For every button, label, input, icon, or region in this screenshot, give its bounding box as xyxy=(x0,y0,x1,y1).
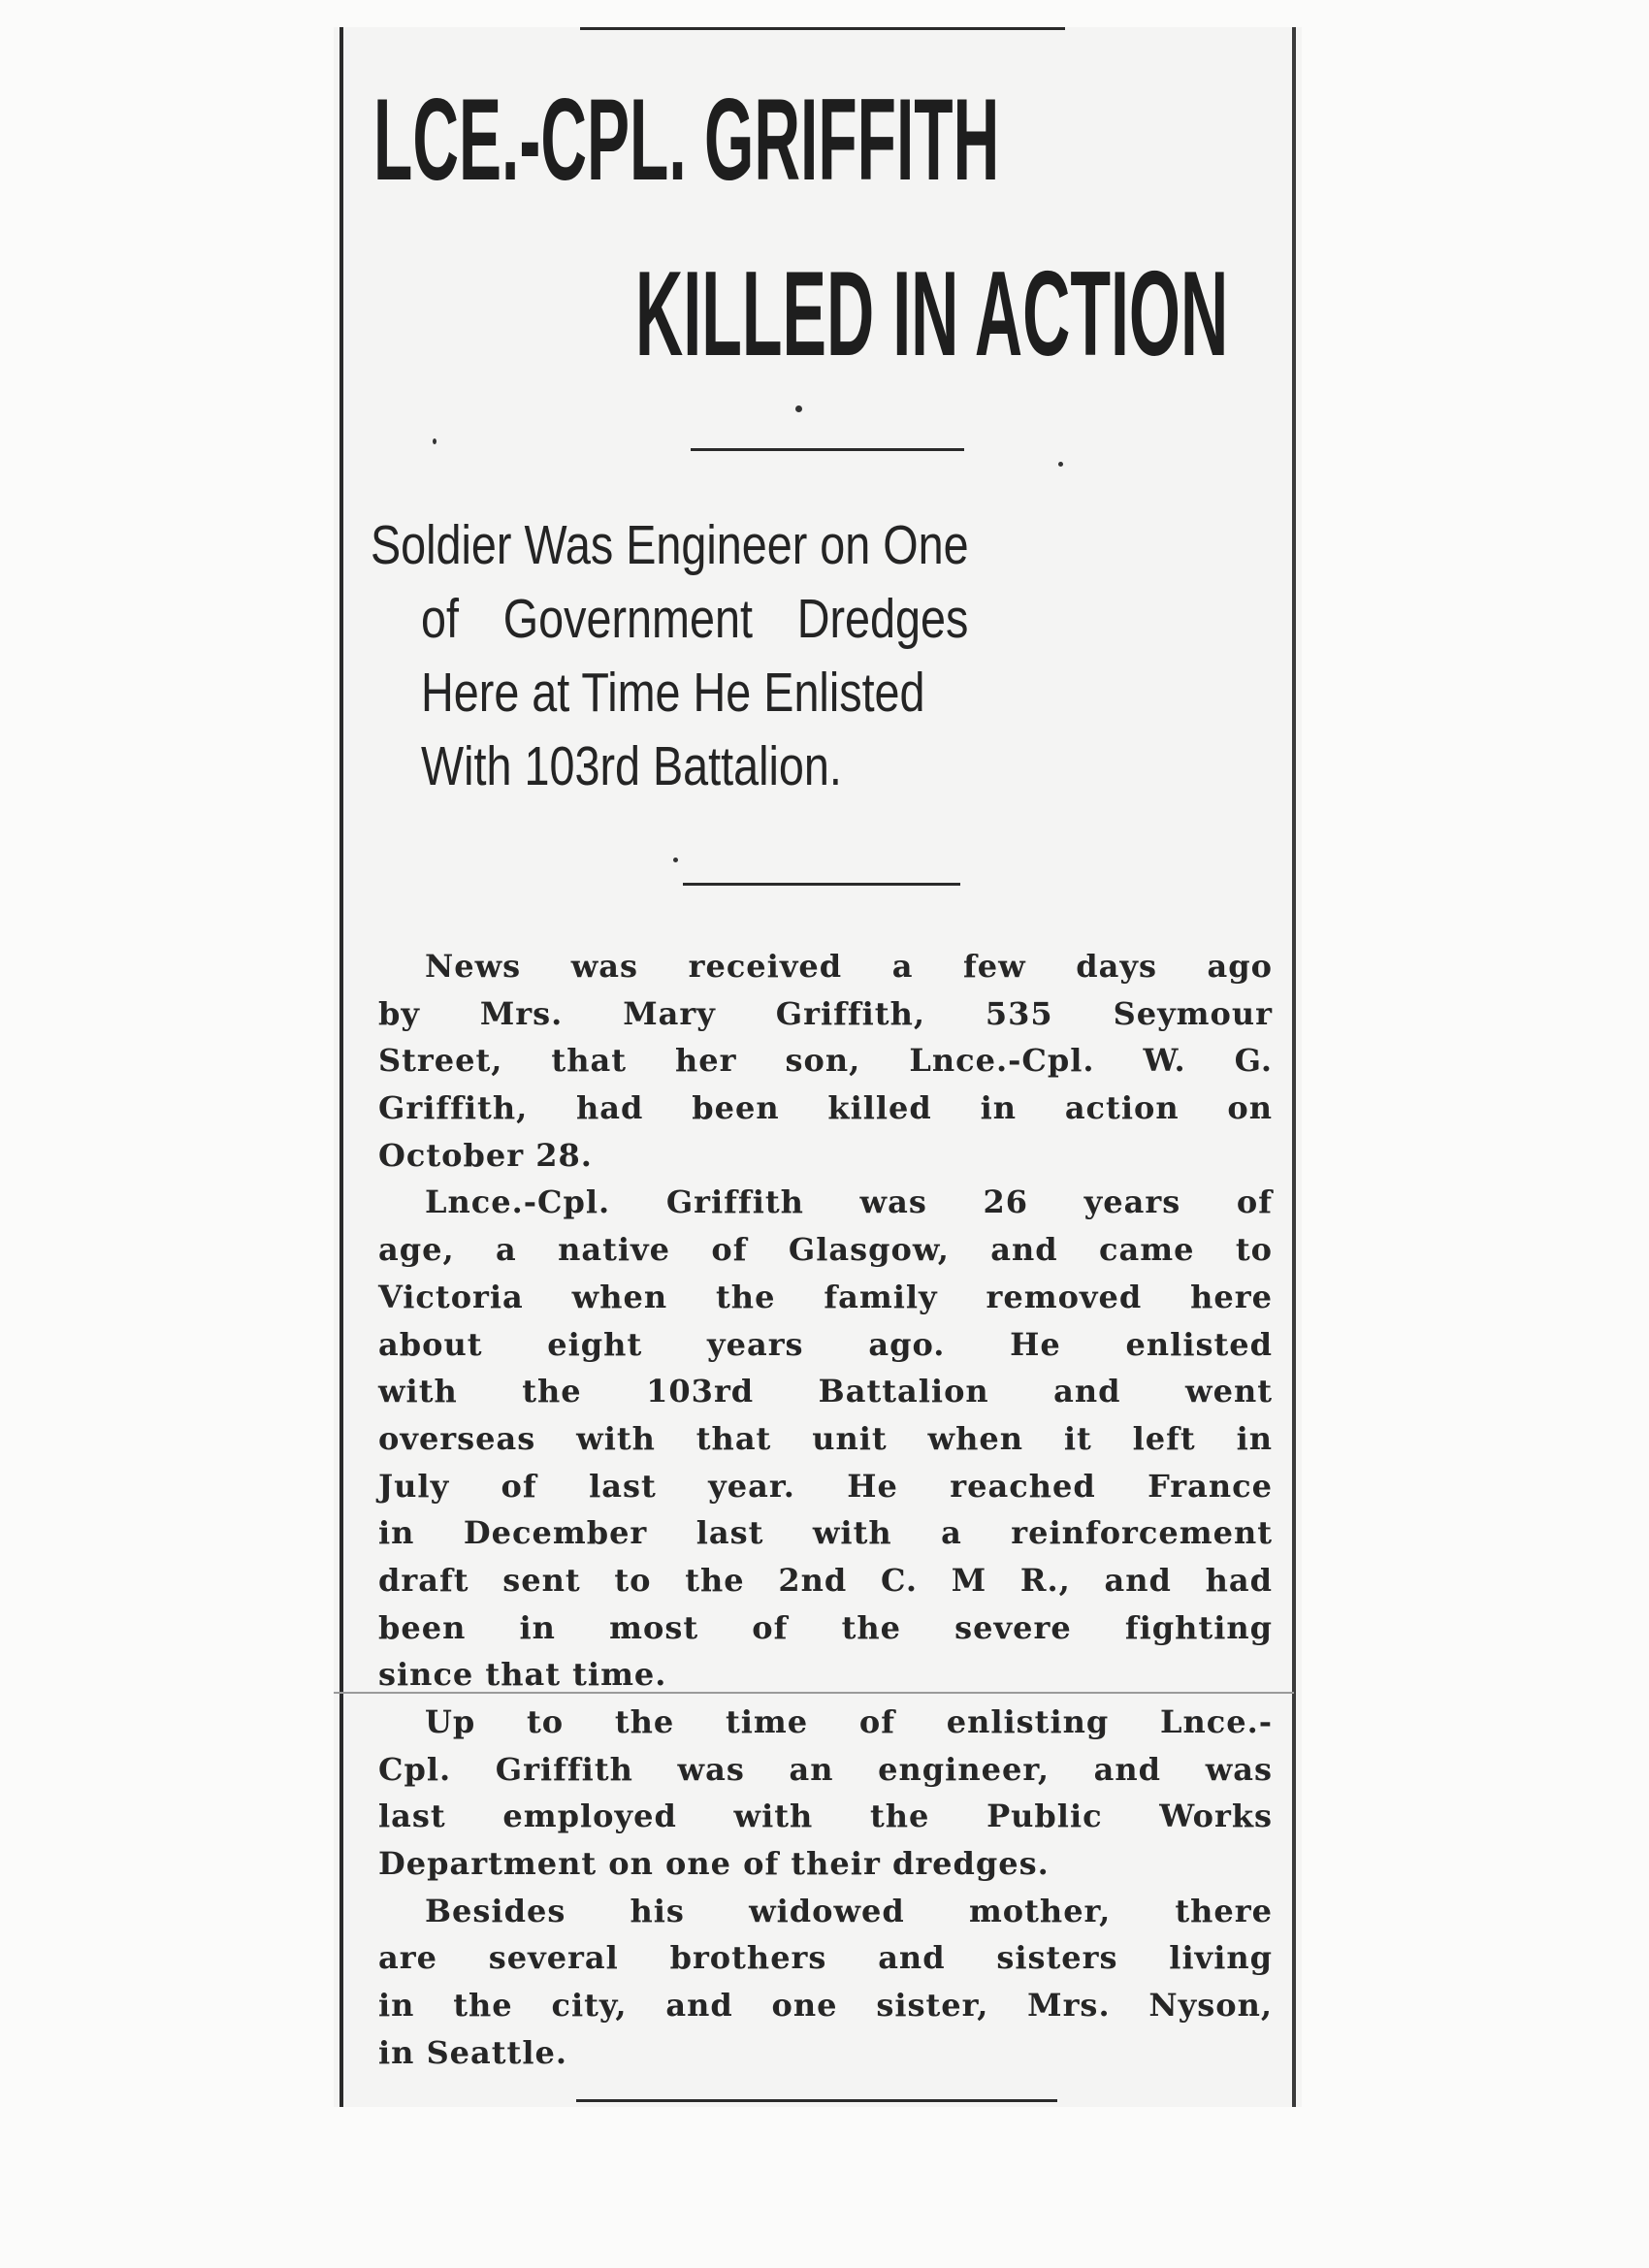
paragraph-employment xyxy=(378,1699,1273,1888)
print-speck xyxy=(795,405,802,412)
subheadline-line: With 103rd Battalion. xyxy=(421,735,842,797)
body-line: Griffith, had been killed in action on xyxy=(378,1089,1273,1127)
body-line: about eight years ago. He enlisted xyxy=(378,1325,1273,1363)
body-line: by Mrs. Mary Griffith, 535 Seymour xyxy=(378,994,1273,1032)
body-line: draft sent to the 2nd C. M R., and had xyxy=(378,1561,1273,1599)
body-line: Street, that her son, Lnce.-Cpl. W. G. xyxy=(378,1042,1273,1080)
subheadline-line: of Government Dredges xyxy=(421,588,969,650)
body-line: Cpl. Griffith was an engineer, and was xyxy=(378,1750,1273,1788)
print-speck xyxy=(433,438,436,444)
subheadline xyxy=(371,514,1273,813)
top-divider xyxy=(580,27,1065,30)
subhead-divider xyxy=(683,883,960,886)
bottom-divider xyxy=(576,2099,1057,2102)
column-rule-right xyxy=(1292,27,1296,2107)
body-line: Department on one of their dredges. xyxy=(378,1845,1050,1883)
headline-divider xyxy=(691,448,964,451)
headline-line-2: KILLED IN ACTION xyxy=(635,247,1229,381)
body-line: been in most of the severe fighting xyxy=(378,1608,1273,1646)
print-speck xyxy=(1058,462,1063,467)
column-rule-left xyxy=(340,27,343,2107)
body-line: Lnce.-Cpl. Griffith was 26 years of xyxy=(425,1183,1273,1221)
body-line: October 28. xyxy=(378,1136,593,1174)
body-line: Up to the time of enlisting Lnce.- xyxy=(425,1703,1273,1740)
body-line: in Seattle. xyxy=(378,2033,567,2071)
subheadline-line: Soldier Was Engineer on One xyxy=(371,514,969,576)
article-body xyxy=(378,943,1273,2077)
paragraph-biography xyxy=(378,1179,1273,1699)
body-line: News was received a few days ago xyxy=(425,948,1273,985)
paragraph-family xyxy=(378,1888,1273,2077)
body-line: age, a native of Glasgow, and came to xyxy=(378,1231,1273,1269)
body-line: July of last year. He reached France xyxy=(378,1467,1273,1505)
print-speck xyxy=(673,858,678,862)
paragraph-news-received xyxy=(378,943,1273,1179)
headline-line-1: LCE.-CPL. GRIFFITH xyxy=(373,75,1000,205)
body-line: last employed with the Public Works xyxy=(378,1798,1273,1835)
body-line: Besides his widowed mother, there xyxy=(425,1892,1273,1929)
subheadline-line: Here at Time He Enlisted xyxy=(421,662,925,724)
body-line: in the city, and one sister, Mrs. Nyson, xyxy=(378,1987,1273,2025)
body-line: Victoria when the family removed here xyxy=(378,1278,1273,1315)
body-line: are several brothers and sisters living xyxy=(378,1939,1273,1977)
body-line: overseas with that unit when it left in xyxy=(378,1419,1273,1457)
body-line: since that time. xyxy=(378,1656,667,1694)
body-line: with the 103rd Battalion and went xyxy=(378,1373,1273,1410)
body-line: in December last with a reinforcement xyxy=(378,1514,1273,1552)
